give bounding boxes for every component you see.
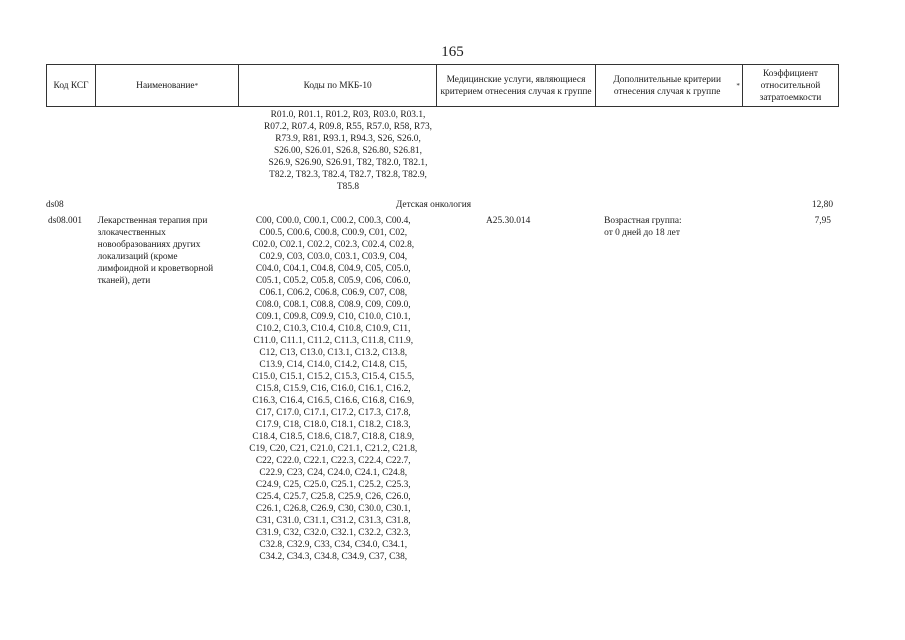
header-criteria-footnote-mark: * — [736, 81, 740, 90]
group-name: Детская онкология — [395, 200, 472, 210]
continuation-codes: R01.0, R01.1, R01.2, R03, R03.0, R03.1, R07.2, R07.4, R09.8, R55, R57.0, R58, R73, R73.9, R81, R93.1, R94.3, S26, S26.0, S26.00, S26.01, S26.8, S26.80, S26.81, S26.9, S26.90, S26.91, T82, T82.0, T82.1, T82.2, T82.3, T82.4, T82.7, T82.8, T82.9, T85.8 — [264, 110, 432, 192]
entry-service: A25.30.014 — [486, 216, 531, 226]
entry-code: ds08.001 — [48, 216, 83, 226]
group-code: ds08 — [46, 200, 64, 210]
header-services — [437, 65, 596, 106]
header-services-label: Медицинские услуги, являющиеся критерием отнесения случая к группе — [440, 74, 592, 97]
table-header — [46, 64, 839, 107]
ksg-table — [46, 64, 839, 563]
header-name-footnote-mark: * — [194, 81, 199, 90]
header-code-label: Код КСГ — [53, 80, 89, 91]
header-icd — [239, 65, 437, 106]
header-icd-label: Коды по МКБ-10 — [303, 80, 372, 91]
group-row — [46, 199, 839, 211]
header-coef — [743, 65, 839, 106]
table-row — [46, 215, 839, 563]
header-criteria — [596, 65, 743, 106]
header-name-label: Наименование — [136, 80, 195, 91]
entry-criteria: Возрастная группа: от 0 дней до 18 лет — [604, 216, 682, 238]
header-criteria-label: Дополнительные критерии отнесения случая к группе — [613, 74, 721, 97]
continuation-row — [46, 107, 839, 193]
entry-icd-codes: C00, C00.0, C00.1, C00.2, C00.3, C00.4, C00.5, C00.6, C00.8, C00.9, C01, C02, C02.0, C02.1, C02.2, C02.3, C02.4, C02.8, C02.9, C03, C03.0, C03.1, C03.9, C04, C04.0, C04.1, C04.8, C04.9, C05, C05.0, C05.1, C05.2, C05.8, C05.9, C06, C06.0, C06.1, C06.2, C06.8, C06.9, C07, C08, C08.0, C08.1, C08.8, C08.9, C09, C09.0, C09.1, C09.8, C09.9, C10, C10.0, C10.1, C10.2, C10.3, C10.4, C10.8, C10.9, C11, C11.0, C11.1, C11.2, C11.3, C11.8, C11.9, C12, C13, C13.0, C13.1, C13.2, C13.8, C13.9, C14, C14.0, C14.2, C14.8, C15, C15.0, C15.1, C15.2, C15.3, C15.4, C15.5, C15.8, C15.9, C16, C16.0, C16.1, C16.2, C16.3, C16.4, C16.5, C16.6, C16.8, C16.9, C17, C17.0, C17.1, C17.2, C17.3, C17.8, C17.9, C18, C18.0, C18.1, C18.2, C18.3, C18.4, C18.5, C18.6, C18.7, C18.8, C18.9, C19, C20, C21, C21.0, C21.1, C21.2, C21.8, C22, C22.0, C22.1, C22.3, C22.4, C22.7, C22.9, C23, C24, C24.0, C24.1, C24.8, C24.9, C25, C25.0, C25.1, C25.2, C25.3, C25.4, C25.7, C25.8, C25.9, C26, C26.0, C26.1, C26.8, C26.9, C30, C30.0, C30.1, C31, C31.0, C31.1, C31.2, C31.3, C31.8, C31.9, C32, C32.0, C32.1, C32.2, C32.3, C32.8, C32.9, C33, C34, C34.0, C34.1, C34.2, C34.3, C34.8, C34.9, C37, C38, — [249, 216, 418, 562]
header-coef-label: Коэффициент относительной затратоемкости — [759, 68, 822, 103]
header-name — [96, 65, 239, 106]
page-number: 165 — [441, 44, 464, 60]
entry-name: Лекарственная терапия при злокачественных новообразованиях других локализаций (кроме лимфоидной и кроветворной тканей), дети — [97, 216, 214, 286]
group-coef: 12,80 — [811, 200, 833, 210]
entry-coef: 7,95 — [814, 216, 831, 226]
header-code — [46, 65, 96, 106]
